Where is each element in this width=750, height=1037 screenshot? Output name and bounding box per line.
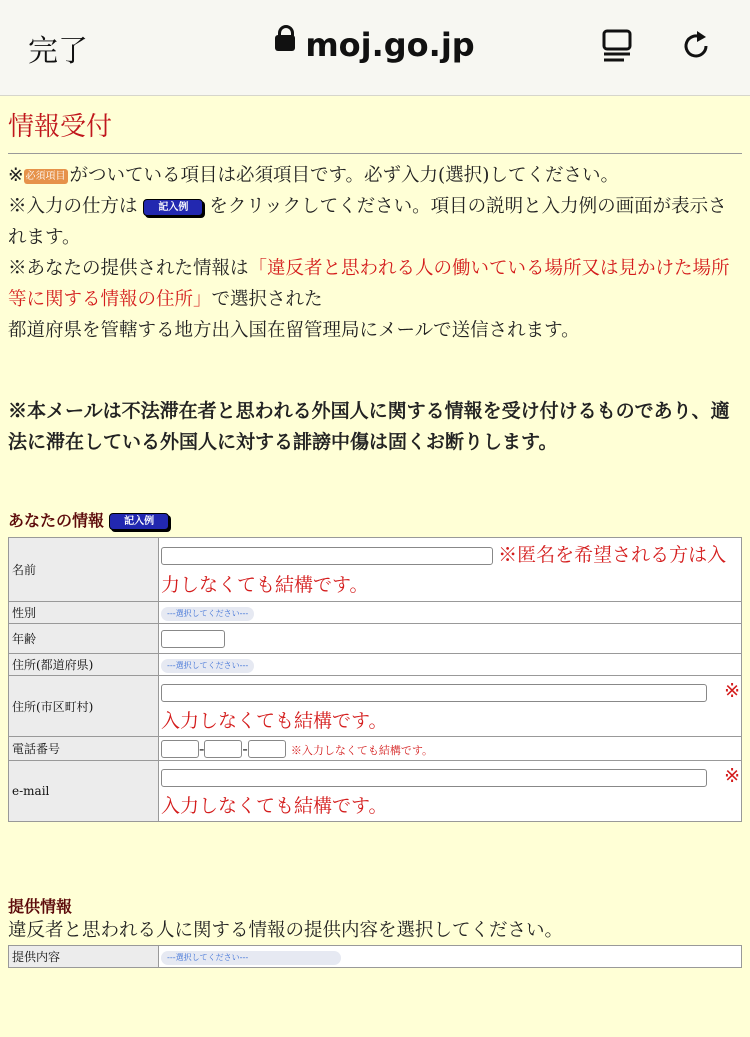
content-label: 提供内容	[9, 946, 159, 968]
age-input[interactable]	[161, 630, 225, 648]
info-note	[8, 253, 742, 346]
city-hint: 入力しなくても結構です。	[161, 710, 388, 732]
your-info-table: 名前 ※匿名を希望される方は入力しなくても結構です。 性別 ---選択してください--- 年齢 住所(都道府県) ---選択してください--- 住所(市区町村) ※ 入力しなくても結構です。 電話番号 - - ※入力しなくても結構です。 e-mail ※ 入力しなくても結構です。	[8, 537, 742, 822]
how-suffix: をクリックしてください。項目の説明と入力例の画面が表示されます。	[8, 196, 727, 248]
gender-label: 性別	[9, 602, 159, 624]
how-note	[8, 191, 742, 253]
phone-input-1[interactable]	[161, 740, 199, 758]
your-info-example-button[interactable]: 記入例	[109, 513, 169, 530]
warning-body: 本メールは不法滞在者と思われる外国人に関する情報を受け付けるものであり、適法に滞在している外国人に対する誹謗中傷は固くお断りします。	[8, 400, 730, 453]
email-input[interactable]	[161, 769, 707, 787]
page-content	[8, 100, 742, 968]
info-red-text: 「違反者と思われる人の働いている場所又は見かけた場所等に関する情報の住所」	[8, 258, 730, 310]
reader-view-icon[interactable]	[600, 28, 636, 64]
gender-select[interactable]: ---選択してください---	[161, 607, 254, 621]
required-note	[8, 160, 742, 191]
info-suffix: で選択された	[211, 289, 323, 310]
note-mark: ※	[8, 258, 27, 279]
note-mark: ※	[8, 196, 27, 217]
done-button[interactable]: 完了	[28, 34, 88, 69]
info-prefix: あなたの提供された情報は	[26, 258, 249, 279]
example-button[interactable]: 記入例	[143, 199, 203, 216]
browser-toolbar	[0, 0, 750, 96]
how-prefix: 入力の仕方は	[26, 196, 138, 217]
email-mark: ※	[724, 765, 741, 787]
lock-icon	[275, 35, 295, 51]
pref-label: 住所(都道府県)	[9, 654, 159, 676]
reload-icon[interactable]	[678, 28, 714, 64]
email-label: e-mail	[9, 761, 159, 822]
warning-text	[8, 396, 742, 458]
phone-input-2[interactable]	[204, 740, 242, 758]
pref-select[interactable]: ---選択してください---	[161, 659, 254, 673]
provided-heading: 提供情報	[8, 897, 73, 916]
required-badge: 必須項目	[25, 170, 66, 182]
city-mark: ※	[724, 680, 741, 702]
city-label: 住所(市区町村)	[9, 676, 159, 737]
hint-mark: ※	[498, 543, 518, 566]
provided-table	[8, 945, 742, 968]
your-info-heading: あなたの情報	[8, 511, 105, 530]
city-input[interactable]	[161, 684, 707, 702]
required-text: がついている項目は必須項目です。必ず入力(選択)してください。	[69, 165, 619, 186]
info-line3: 都道府県を管轄する地方出入国在留管理局にメールで送信されます。	[8, 320, 580, 341]
age-label: 年齢	[9, 624, 159, 654]
provided-desc: 違反者と思われる人に関する情報の提供内容を選択してください。	[8, 920, 564, 941]
name-input[interactable]	[161, 547, 493, 565]
address-bar[interactable]	[0, 26, 750, 64]
content-select[interactable]: ---選択してください---	[161, 951, 341, 965]
note-mark: ※	[8, 165, 24, 186]
email-hint: 入力しなくても結構です。	[161, 795, 388, 817]
note-mark: ※	[8, 400, 28, 422]
phone-hint	[291, 744, 433, 757]
name-label: 名前	[9, 538, 159, 602]
phone-label: 電話番号	[9, 737, 159, 761]
name-hint-text: 匿名を希望される方は入力しなくても結構です。	[161, 543, 727, 596]
phone-hint-text: 入力しなくても結構です。	[301, 743, 434, 757]
phone-input-3[interactable]	[248, 740, 286, 758]
url-domain: moj.go.jp	[305, 26, 475, 64]
hint-mark: ※	[290, 743, 302, 757]
page-title: 情報受付	[8, 100, 742, 154]
